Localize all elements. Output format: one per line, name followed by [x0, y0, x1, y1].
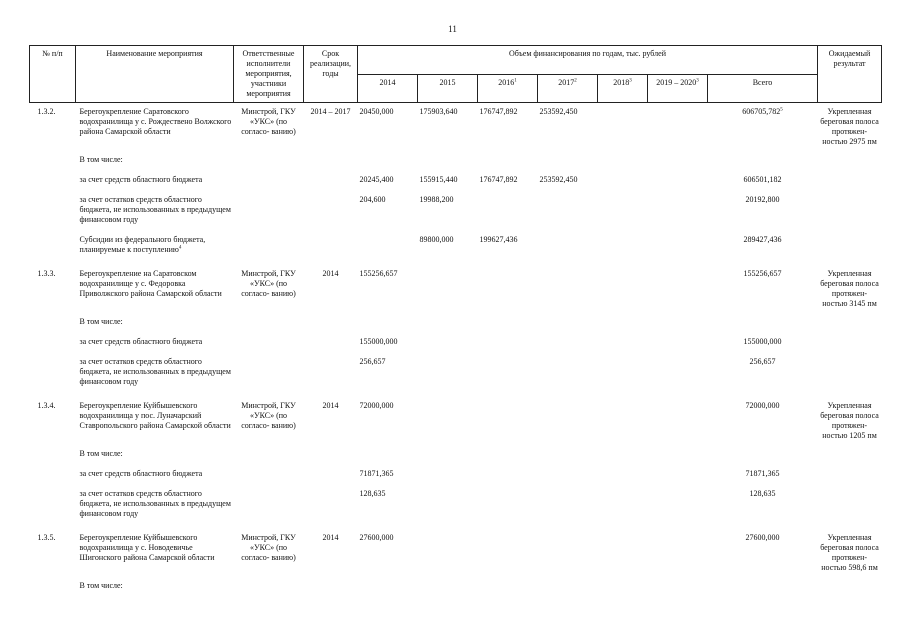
row-name: [76, 581, 234, 601]
header-year: [358, 74, 418, 103]
value-total: [708, 397, 818, 449]
row-result: [818, 337, 882, 357]
row-num-text: 1.3.2.: [37, 107, 56, 116]
value-2019-2020: [648, 449, 708, 469]
value-total-text: 27600,000: [745, 533, 780, 542]
value-2014-text: 72000,000: [359, 401, 394, 410]
header-year: [648, 74, 708, 103]
row-responsible: [234, 317, 304, 337]
value-2019-2020: [648, 317, 708, 337]
value-2018: [598, 317, 648, 337]
value-2017: [538, 581, 598, 601]
value-2016: [478, 317, 538, 337]
row-name-text: за счет средств областного бюджета: [79, 175, 203, 184]
row-num: [30, 581, 76, 601]
value-2014: [358, 317, 418, 337]
footnote-mark: 1: [514, 77, 517, 83]
subitem-row: [30, 337, 882, 357]
value-2016: [478, 449, 538, 469]
row-name: [76, 489, 234, 529]
value-2015: [418, 469, 478, 489]
value-2015: [418, 489, 478, 529]
row-name-text: Субсидии из федерального бюджета, планируемые к поступлению: [79, 235, 206, 254]
value-2016: [478, 357, 538, 397]
row-result: [818, 581, 882, 601]
page-number: 11: [448, 24, 457, 34]
value-2015: [418, 397, 478, 449]
row-responsible-text: Минстрой, ГКУ «УКС» (по согласо- ванию): [241, 533, 296, 562]
row-name: [76, 195, 234, 235]
value-total-text: 20192,800: [745, 195, 780, 204]
row-responsible: [234, 265, 304, 317]
row-num: [30, 175, 76, 195]
row-result: [818, 155, 882, 175]
value-2014: [358, 529, 418, 581]
row-responsible: [234, 397, 304, 449]
value-2019-2020: [648, 235, 708, 265]
value-2018: [598, 155, 648, 175]
header-year-label: 2018: [613, 77, 630, 87]
value-2019-2020: [648, 103, 708, 156]
value-2016: [478, 195, 538, 235]
row-num: [30, 337, 76, 357]
row-name-text: за счет остатков средств областного бюджета, не использованных в предыдущем финансовом году: [79, 357, 231, 386]
row-result: [818, 103, 882, 156]
footnote-mark: 3: [696, 77, 699, 83]
row-term: [304, 397, 358, 449]
value-2018: [598, 357, 648, 397]
row-responsible: [234, 489, 304, 529]
row-responsible: [234, 581, 304, 601]
value-2015-text: 89800,000: [419, 235, 454, 244]
value-total: [708, 357, 818, 397]
value-2016-text: 176747,892: [479, 107, 518, 116]
value-total-text: 256,657: [749, 357, 776, 366]
value-total-text: 155000,000: [743, 337, 782, 346]
row-name-text: за счет остатков средств областного бюджета, не использованных в предыдущем финансовом году: [79, 489, 231, 518]
value-2014: [358, 195, 418, 235]
row-result-text: Укрепленная береговая полоса протяжен- ностью 2975 пм: [820, 107, 879, 146]
value-2019-2020: [648, 265, 708, 317]
row-responsible: [234, 469, 304, 489]
value-2018: [598, 265, 648, 317]
value-2014: [358, 155, 418, 175]
row-num: [30, 103, 76, 156]
row-responsible: [234, 357, 304, 397]
row-name: [76, 317, 234, 337]
value-2014: [358, 265, 418, 317]
value-total: [708, 337, 818, 357]
subitem-row: [30, 175, 882, 195]
value-2015: [418, 155, 478, 175]
header-year: [538, 74, 598, 103]
value-total-text: 71871,365: [745, 469, 780, 478]
row-name: [76, 357, 234, 397]
value-2019-2020: [648, 397, 708, 449]
row-num: [30, 317, 76, 337]
subitem-row: [30, 235, 882, 265]
value-total: [708, 195, 818, 235]
value-2018: [598, 529, 648, 581]
value-2014-text: 27600,000: [359, 533, 394, 542]
row-num: [30, 397, 76, 449]
value-2018: [598, 337, 648, 357]
row-name-text: Берегоукрепление Куйбышевского водохранилища у пос. Луначарский Ставропольского района Самарской области: [79, 401, 231, 430]
row-term: [304, 581, 358, 601]
value-2018: [598, 489, 648, 529]
value-total-text: 128,635: [749, 489, 776, 498]
value-2016-text: 176747,892: [479, 175, 518, 184]
value-2019-2020: [648, 175, 708, 195]
row-term: [304, 449, 358, 469]
value-2017: [538, 175, 598, 195]
row-term-text: 2014: [322, 401, 339, 410]
value-2018: [598, 449, 648, 469]
value-2019-2020: [648, 155, 708, 175]
value-2014: [358, 103, 418, 156]
row-num-text: 1.3.4.: [37, 401, 56, 410]
value-2019-2020: [648, 195, 708, 235]
value-2015: [418, 581, 478, 601]
row-name-text: В том числе:: [79, 155, 123, 164]
header-year: [708, 74, 818, 103]
value-2015: [418, 235, 478, 265]
value-2017: [538, 469, 598, 489]
value-2015: [418, 195, 478, 235]
value-2014: [358, 235, 418, 265]
row-result: [818, 529, 882, 581]
row-term: [304, 195, 358, 235]
subitem-row: [30, 195, 882, 235]
header-year: [598, 74, 648, 103]
row-result: [818, 235, 882, 265]
value-2017: [538, 317, 598, 337]
row-name: [76, 235, 234, 265]
value-2014-text: 204,600: [359, 195, 386, 204]
row-term: [304, 317, 358, 337]
row-num: [30, 265, 76, 317]
value-2014: [358, 357, 418, 397]
row-responsible: [234, 235, 304, 265]
value-2016: [478, 175, 538, 195]
row-num: [30, 155, 76, 175]
value-2014-text: 20450,000: [359, 107, 394, 116]
value-2015: [418, 103, 478, 156]
subitem-row: [30, 581, 882, 601]
value-total: [708, 449, 818, 469]
footnote-mark: 5: [780, 107, 783, 113]
value-2015: [418, 175, 478, 195]
value-2015: [418, 449, 478, 469]
row-responsible-text: Минстрой, ГКУ «УКС» (по согласо- ванию): [241, 269, 296, 298]
row-num-text: 1.3.5.: [37, 533, 56, 542]
row-result: [818, 469, 882, 489]
value-2015-text: 175903,640: [419, 107, 458, 116]
value-2016-text: 199627,436: [479, 235, 518, 244]
row-result: [818, 317, 882, 337]
header-year-label: Всего: [752, 77, 773, 87]
row-num: [30, 235, 76, 265]
value-2015: [418, 317, 478, 337]
value-2016: [478, 489, 538, 529]
table-body: [30, 103, 882, 602]
row-term: [304, 469, 358, 489]
row-term-text: 2014: [322, 533, 339, 542]
row-name-text: Берегоукрепление Саратовского водохранилища у с. Рождествено Волжского района Самарской области: [79, 107, 232, 136]
value-2015-text: 155915,440: [419, 175, 458, 184]
row-name-text: Берегоукрепление на Саратовском водохранилище у с. Федоровка Приволжского района Самарской области: [79, 269, 222, 298]
value-2017: [538, 155, 598, 175]
value-2018: [598, 581, 648, 601]
value-2018: [598, 469, 648, 489]
row-name-text: за счет средств областного бюджета: [79, 337, 203, 346]
financing-table: [29, 45, 882, 601]
value-2016: [478, 265, 538, 317]
value-2017: [538, 265, 598, 317]
value-total: [708, 529, 818, 581]
value-2017: [538, 489, 598, 529]
measure-row: [30, 397, 882, 449]
row-responsible: [234, 155, 304, 175]
footnote-mark: 2: [574, 77, 577, 83]
row-responsible: [234, 529, 304, 581]
header-num: № п/п: [30, 46, 76, 103]
row-name: [76, 103, 234, 156]
value-2014: [358, 337, 418, 357]
footnote-mark: 4: [178, 245, 182, 251]
header-year-label: 2016: [498, 77, 515, 87]
row-term: [304, 103, 358, 156]
row-result: [818, 397, 882, 449]
value-2016: [478, 235, 538, 265]
value-2017: [538, 397, 598, 449]
row-responsible-text: Минстрой, ГКУ «УКС» (по согласо- ванию): [241, 107, 296, 136]
value-total: [708, 235, 818, 265]
value-2019-2020: [648, 529, 708, 581]
value-2016: [478, 337, 538, 357]
value-2017: [538, 529, 598, 581]
subitem-row: [30, 357, 882, 397]
row-name-text: В том числе:: [79, 317, 123, 326]
value-2017: [538, 195, 598, 235]
value-2017: [538, 337, 598, 357]
value-2014: [358, 581, 418, 601]
row-term: [304, 489, 358, 529]
subitem-row: [30, 469, 882, 489]
value-2018: [598, 235, 648, 265]
value-2018: [598, 195, 648, 235]
header-year: [418, 74, 478, 103]
value-2015: [418, 357, 478, 397]
value-2014: [358, 489, 418, 529]
header-funding: Объем финансирования по годам, тыс. рублей: [358, 46, 818, 75]
row-name: [76, 265, 234, 317]
row-responsible: [234, 449, 304, 469]
header-responsible: Ответственные исполнители мероприятия, участники мероприятия: [234, 46, 304, 103]
value-total: [708, 265, 818, 317]
subitem-row: [30, 449, 882, 469]
value-2019-2020: [648, 469, 708, 489]
value-2017: [538, 235, 598, 265]
value-2014-text: 155000,000: [359, 337, 398, 346]
value-total: [708, 175, 818, 195]
measure-row: [30, 529, 882, 581]
row-num: [30, 469, 76, 489]
header-year-label: 2015: [439, 77, 456, 87]
row-result-text: Укрепленная береговая полоса протяжен- ностью 598,6 пм: [820, 533, 879, 572]
row-name: [76, 469, 234, 489]
value-2014: [358, 175, 418, 195]
row-num: [30, 449, 76, 469]
value-2014: [358, 397, 418, 449]
value-2017-text: 253592,450: [539, 175, 578, 184]
row-name-text: В том числе:: [79, 449, 123, 458]
value-2018: [598, 175, 648, 195]
row-num: [30, 357, 76, 397]
row-responsible-text: Минстрой, ГКУ «УКС» (по согласо- ванию): [241, 401, 296, 430]
row-responsible: [234, 175, 304, 195]
header-term: Срок реализации, годы: [304, 46, 358, 103]
header-year-label: 2014: [379, 77, 396, 87]
row-num: [30, 529, 76, 581]
subitem-row: [30, 155, 882, 175]
value-2014-text: 128,635: [359, 489, 386, 498]
value-2014: [358, 449, 418, 469]
value-2019-2020: [648, 581, 708, 601]
value-2015-text: 19988,200: [419, 195, 454, 204]
row-name: [76, 337, 234, 357]
value-2017-text: 253592,450: [539, 107, 578, 116]
value-2015: [418, 337, 478, 357]
value-2014-text: 155256,657: [359, 269, 398, 278]
row-name: [76, 529, 234, 581]
value-2016: [478, 103, 538, 156]
value-2019-2020: [648, 337, 708, 357]
footnote-mark: 3: [629, 77, 632, 83]
value-total: [708, 317, 818, 337]
row-term: [304, 337, 358, 357]
value-2018: [598, 397, 648, 449]
value-2016: [478, 397, 538, 449]
measure-row: [30, 265, 882, 317]
subitem-row: [30, 489, 882, 529]
row-result: [818, 489, 882, 529]
row-num: [30, 195, 76, 235]
value-2017: [538, 103, 598, 156]
value-total-text: 289427,436: [743, 235, 782, 244]
row-responsible: [234, 195, 304, 235]
value-total: [708, 581, 818, 601]
value-2019-2020: [648, 489, 708, 529]
row-result: [818, 175, 882, 195]
row-term-text: 2014 – 2017: [310, 107, 351, 116]
value-2014-text: 20245,400: [359, 175, 394, 184]
value-2014: [358, 469, 418, 489]
row-term: [304, 175, 358, 195]
value-2015: [418, 529, 478, 581]
row-term-text: 2014: [322, 269, 339, 278]
row-result: [818, 449, 882, 469]
value-2017: [538, 449, 598, 469]
row-name: [76, 449, 234, 469]
value-2014-text: 71871,365: [359, 469, 394, 478]
row-result: [818, 357, 882, 397]
row-num: [30, 489, 76, 529]
value-2017: [538, 357, 598, 397]
row-term: [304, 529, 358, 581]
header-year-label: 2019 – 2020: [656, 77, 697, 87]
value-total-text: 72000,000: [745, 401, 780, 410]
value-total-text: 606501,182: [743, 175, 782, 184]
header-name: Наименование мероприятия: [76, 46, 234, 103]
row-term: [304, 235, 358, 265]
value-total-text: 606705,782: [742, 107, 781, 116]
value-total: [708, 469, 818, 489]
row-name-text: за счет средств областного бюджета: [79, 469, 203, 478]
row-name-text: за счет остатков средств областного бюджета, не использованных в предыдущем финансовом году: [79, 195, 231, 224]
row-result: [818, 195, 882, 235]
row-term: [304, 155, 358, 175]
row-name-text: Берегоукрепление Куйбышевского водохранилища у с. Новодевичье Шигонского района Самарской области: [79, 533, 215, 562]
value-total: [708, 155, 818, 175]
subitem-row: [30, 317, 882, 337]
value-2016: [478, 581, 538, 601]
row-responsible: [234, 337, 304, 357]
header-year: [478, 74, 538, 103]
value-2016: [478, 529, 538, 581]
header-result: Ожидаемый результат: [818, 46, 882, 103]
value-2016: [478, 469, 538, 489]
value-2018: [598, 103, 648, 156]
value-2015: [418, 265, 478, 317]
row-name-text: В том числе:: [79, 581, 123, 590]
row-result-text: Укрепленная береговая полоса протяжен- ностью 1205 пм: [820, 401, 879, 440]
header-year-label: 2017: [558, 77, 575, 87]
row-name: [76, 175, 234, 195]
row-name: [76, 397, 234, 449]
value-2016: [478, 155, 538, 175]
value-2019-2020: [648, 357, 708, 397]
row-result-text: Укрепленная береговая полоса протяжен- ностью 3145 пм: [820, 269, 879, 308]
table-header: [30, 46, 882, 103]
measure-row: [30, 103, 882, 156]
value-total: [708, 103, 818, 156]
row-num-text: 1.3.3.: [37, 269, 56, 278]
row-term: [304, 357, 358, 397]
value-2014-text: 256,657: [359, 357, 386, 366]
row-result: [818, 265, 882, 317]
value-total-text: 155256,657: [743, 269, 782, 278]
row-term: [304, 265, 358, 317]
value-total: [708, 489, 818, 529]
row-name: [76, 155, 234, 175]
row-responsible: [234, 103, 304, 156]
